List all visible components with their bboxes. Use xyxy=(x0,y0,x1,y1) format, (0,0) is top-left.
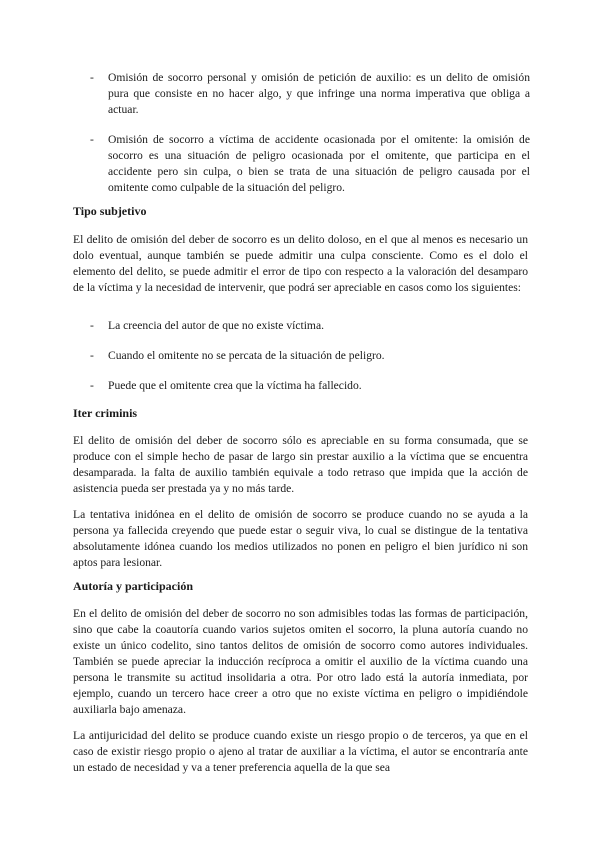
section-heading-tipo-subjetivo: Tipo subjetivo xyxy=(73,204,147,218)
paragraph-autoria-2: La antijuricidad del delito se produce cuando existe un riesgo propio o de terceros, ya que en el caso de existir riesgo propio o ajeno al tratar de auxiliar a la víctima, el autor se encontraría ante un estado de necesidad y va a tener preferencia aquella de la que sea xyxy=(73,729,528,774)
bullet-dash: - xyxy=(90,319,94,332)
bullet-text: La creencia del autor de que no existe víctima. xyxy=(108,319,324,332)
section-heading-autoria: Autoría y participación xyxy=(73,579,193,593)
bullet-list-error-tipo xyxy=(90,318,530,394)
bullet-text: Puede que el omitente crea que la víctima ha fallecido. xyxy=(108,379,362,392)
bullet-text: Omisión de socorro a víctima de accidente ocasionada por el omitente: la omisión de socorro es una situación de peligro ocasionada por el omitente, que participa en el accidente pero sin culpa, o bien se trata de una situación de peligro causada por el omitente como culpable de la situación del peligro. xyxy=(108,133,530,194)
bullet-text: Omisión de socorro personal y omisión de petición de auxilio: es un delito de omisión pura que consiste en no hacer algo, y que infringe una norma imperativa que obliga a actuar. xyxy=(108,71,530,116)
paragraph-iter-criminis-1: El delito de omisión del deber de socorro sólo es apreciable en su forma consumada, que se produce con el simple hecho de pasar de largo sin prestar auxilio a la víctima que se encuentra desamparada. la falta de auxilio también equivale a todo retraso que impida que la acción de asistencia pueda ser prestada ya y no más tarde. xyxy=(73,434,528,495)
list-item xyxy=(90,348,530,364)
paragraph-iter-criminis-2: La tentativa inidónea en el delito de omisión de socorro se produce cuando no se ayuda a la persona ya fallecida creyendo que puede estar o seguir viva, lo cual se distingue de la tentativa absolutamente idónea cuando los medios utilizados no ponen en peligro el bien jurídico ni son aptos para lesionar. xyxy=(73,508,528,569)
section-heading-iter-criminis: Iter criminis xyxy=(73,406,138,420)
bullet-text: Cuando el omitente no se percata de la situación de peligro. xyxy=(108,349,385,362)
bullet-dash: - xyxy=(90,349,94,362)
list-item xyxy=(90,318,530,334)
list-item xyxy=(90,132,530,196)
bullet-dash: - xyxy=(90,71,94,84)
paragraph-autoria-1: En el delito de omisión del deber de socorro no son admisibles todas las formas de participación, sino que cabe la coautoría cuando varios sujetos omiten el socorro, la pluna autoría cuando no existe un único codelito, sino tantos delitos de omisión de socorro como autores individuales. También se puede apreciar la inducción recíproca a omitir el auxilio de la víctima cuando una persona le transmite su actitud insolidaria a otra. Por otro lado está la autoría inmediata, por ejemplo, cuando un tercero hace creer a otro que no existe víctima en peligro o impidiéndole auxiliarla bajo amenaza. xyxy=(73,607,528,716)
list-item xyxy=(90,70,530,118)
bullet-dash: - xyxy=(90,133,94,146)
paragraph-tipo-subjetivo: El delito de omisión del deber de socorro es un delito doloso, en el que al menos es necesario un dolo eventual, aunque también se puede admitir una culpa consciente. Como es el dolo el elemento del delito, se puede admitir el error de tipo con respecto a la valoración del desamparo de la víctima y la necesidad de intervenir, que podrá ser apreciable en casos como los siguientes: xyxy=(73,233,528,294)
bullet-dash: - xyxy=(90,379,94,392)
bullet-list-omision-types xyxy=(90,70,530,196)
list-item xyxy=(90,378,530,394)
